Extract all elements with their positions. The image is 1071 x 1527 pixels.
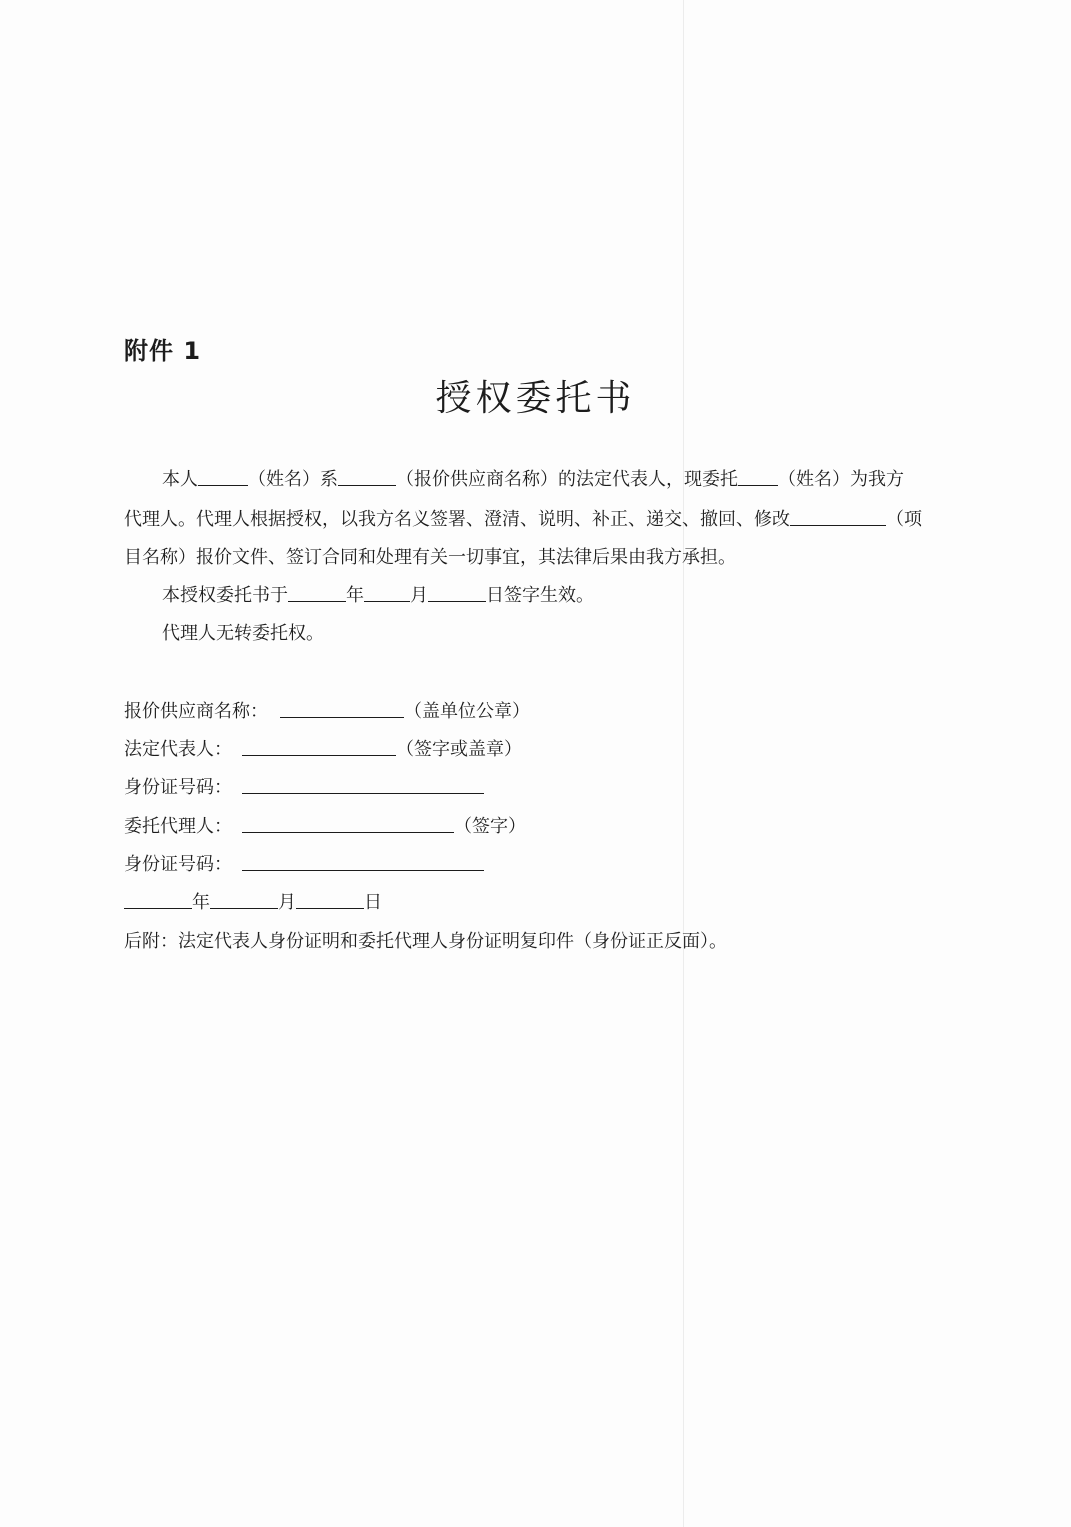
text-segment: 日签字生效。 [486,585,594,606]
agent-name-blank [738,469,778,486]
effective-date-line [162,584,594,608]
id-number-row-1 [124,776,484,800]
legal-rep-note: （签字或盖章） [396,739,522,760]
agent-label: 委托代理人： [124,816,232,837]
id-field [242,854,484,871]
month-blank [364,585,410,602]
text-segment: （姓名）为我方 [778,469,904,490]
text-segment: 本人 [162,469,198,490]
year-field [124,892,192,909]
supplier-note: （盖单位公章） [404,701,530,722]
id-number-row-2 [124,853,484,877]
text-segment: （项 [886,509,922,530]
supplier-field [280,701,404,718]
appendix-note: 后附：法定代表人身份证明和委托代理人身份证明复印件（身份证正反面）。 [124,931,727,952]
paragraph-1-line-3: 目名称）报价文件、签订合同和处理有关一切事宜，其法律后果由我方承担。 [124,547,736,568]
id-label: 身份证号码： [124,777,232,798]
text-segment: 代理人。代理人根据授权，以我方名义签署、澄清、说明、补正、递交、撤回、修改 [124,509,790,530]
legal-rep-field [242,739,396,756]
supplier-name-row [124,700,530,724]
text-segment: 年 [346,585,364,606]
day-label: 日 [364,892,382,913]
agent-row [124,815,526,839]
id-label: 身份证号码： [124,854,232,875]
document-title-text: 授权委托书 [435,378,636,419]
page-fold-line [683,0,684,1527]
legal-rep-label: 法定代表人： [124,739,232,760]
paragraph-1-line-1 [162,468,904,492]
signing-date-row [124,891,382,915]
project-blank [790,509,886,526]
day-field [296,892,364,909]
text-segment: （姓名）系 [248,469,338,490]
agent-note: （签字） [454,816,526,837]
no-subdelegation-line: 代理人无转委托权。 [162,623,324,644]
attachment-label: 附件 1 [124,337,202,365]
text-segment: （报价供应商名称）的法定代表人，现委托 [396,469,738,490]
agent-field [242,816,454,833]
text-segment: 月 [410,585,428,606]
year-blank [288,585,346,602]
paragraph-1-line-2 [124,508,922,532]
day-blank [428,585,486,602]
legal-rep-row [124,738,522,762]
month-label: 月 [278,892,296,913]
month-field [210,892,278,909]
document-title [0,370,1071,421]
supplier-label: 报价供应商名称： [124,701,268,722]
text-segment: 本授权委托书于 [162,585,288,606]
id-field [242,777,484,794]
name-blank [198,469,248,486]
year-label: 年 [192,892,210,913]
supplier-blank [338,469,396,486]
